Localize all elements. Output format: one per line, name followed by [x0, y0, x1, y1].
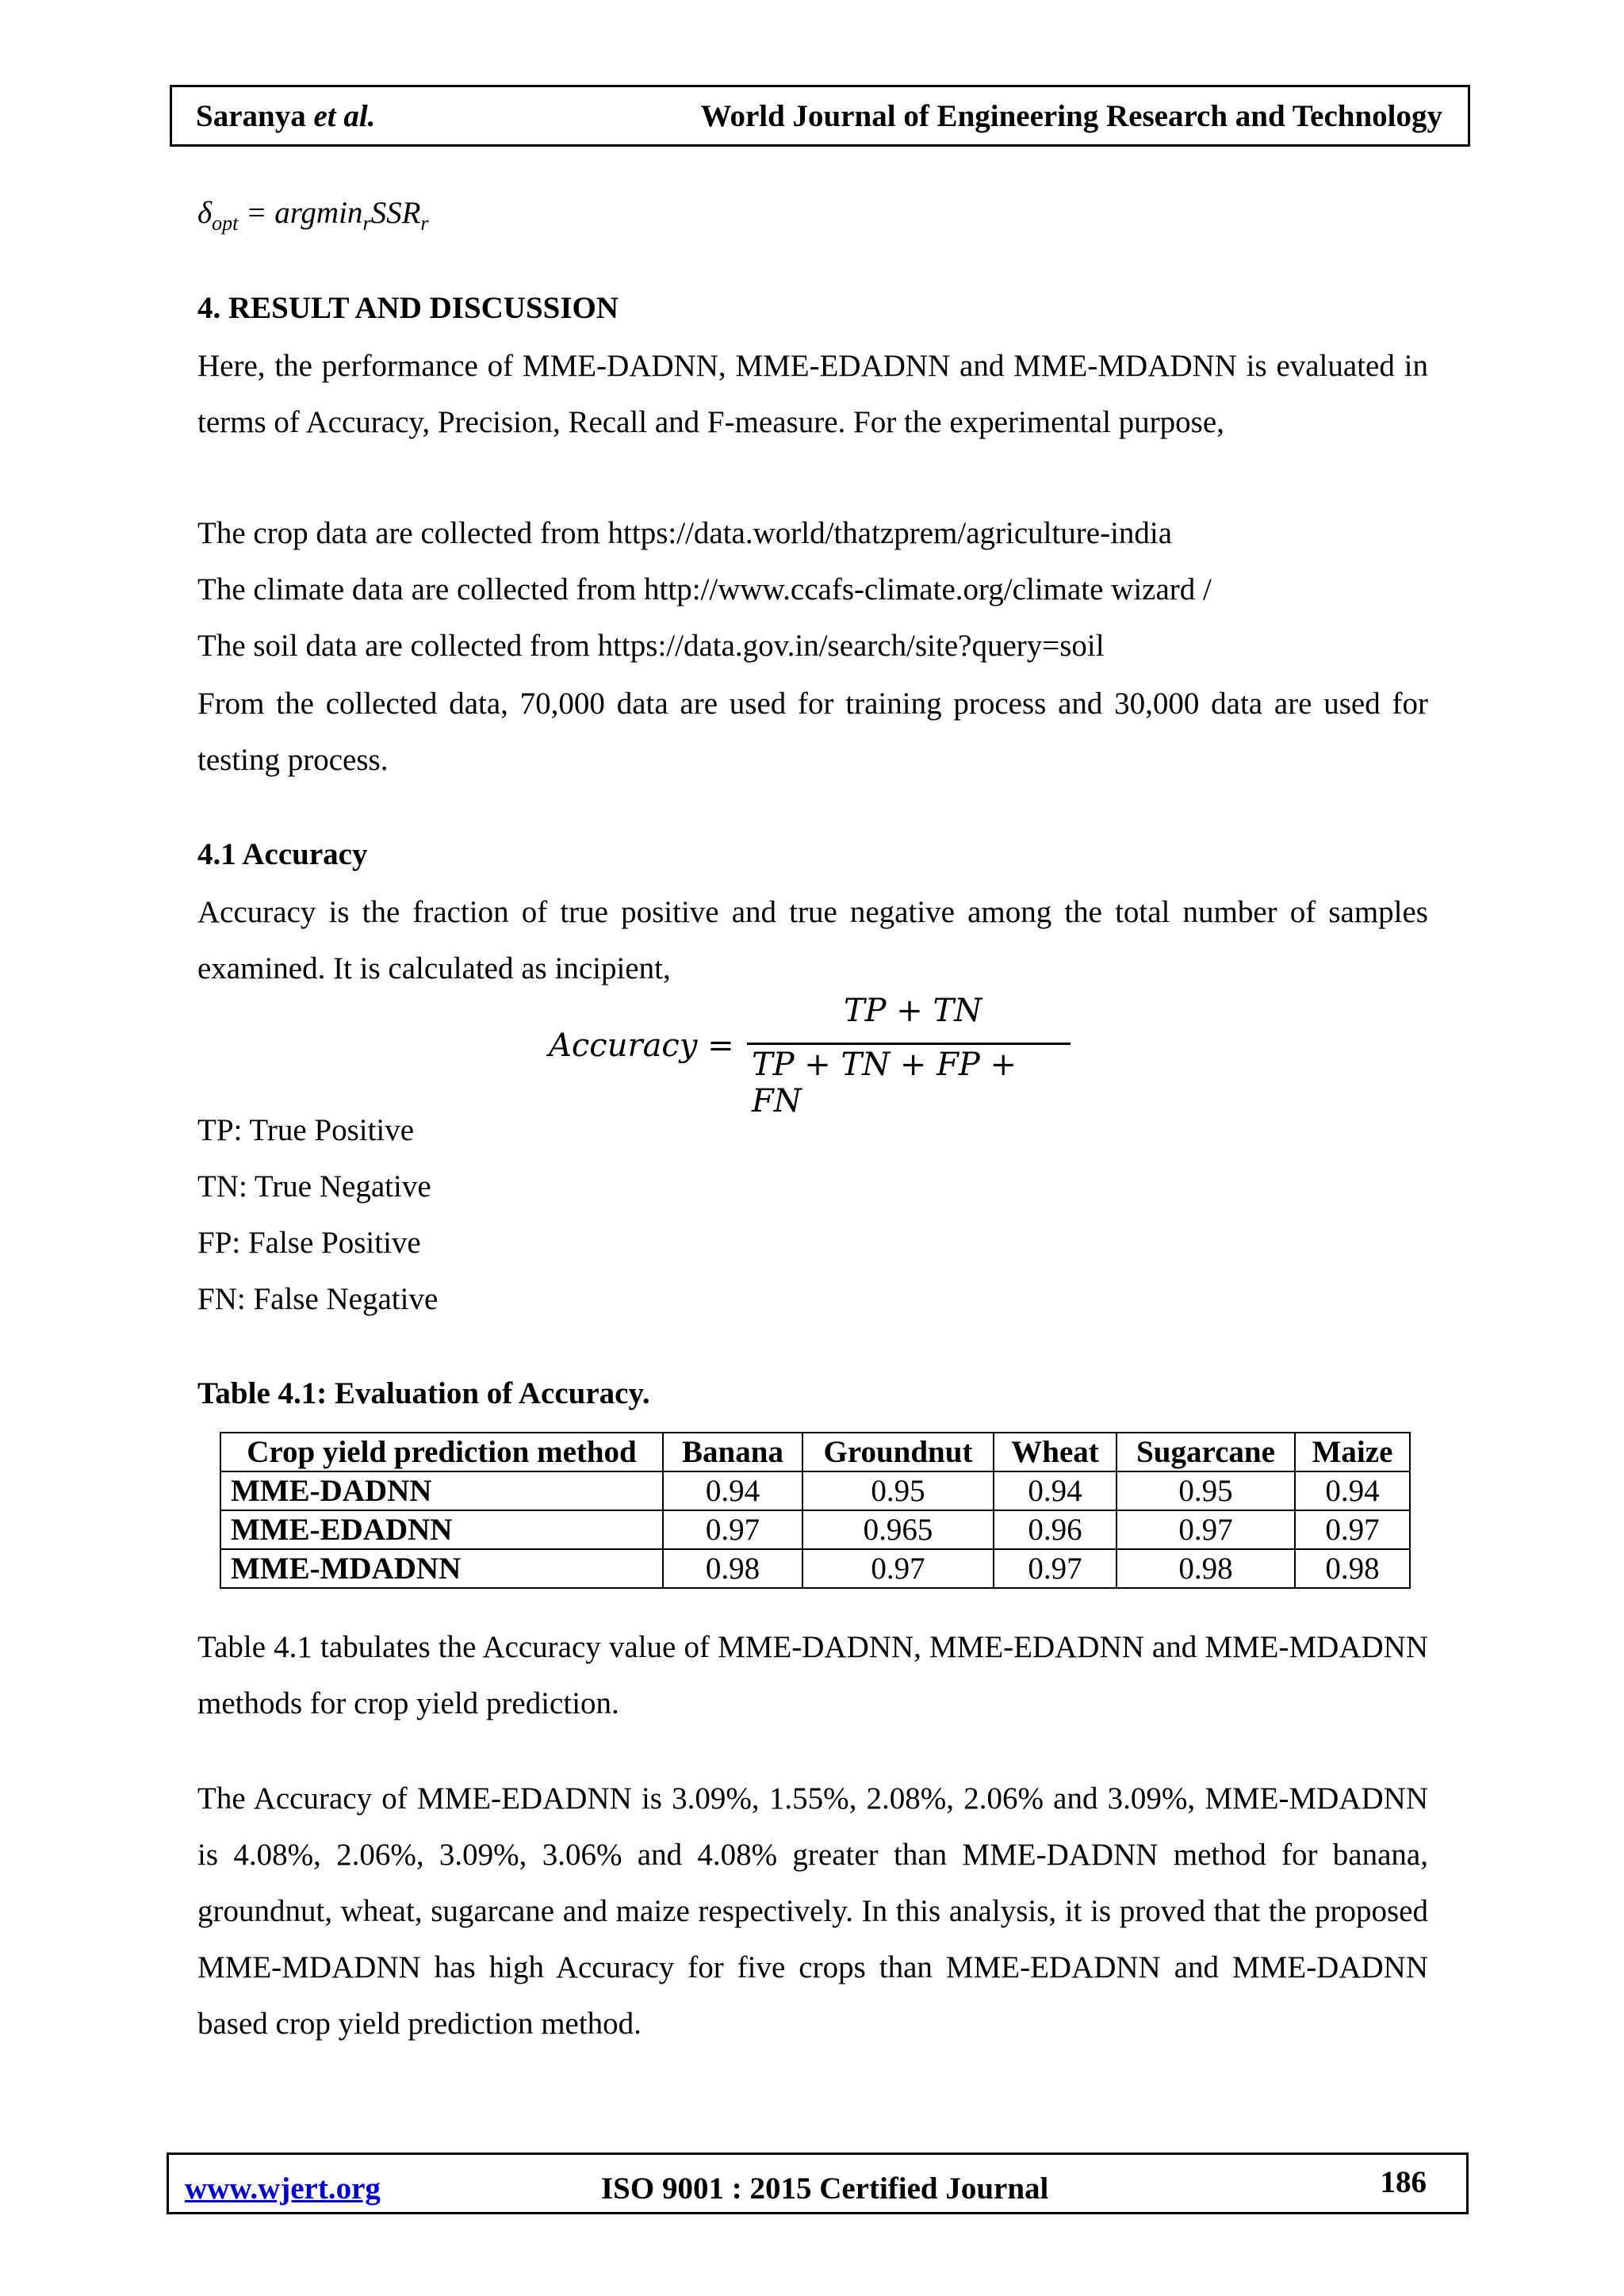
accuracy-table [220, 1432, 1411, 1589]
method-cell: MME-DADNN [220, 1471, 663, 1510]
formula-lhs: Accuracy = [549, 1027, 734, 1064]
value-cell: 0.94 [1295, 1471, 1410, 1510]
soil-data-source: The soil data are collected from https://data.gov.in/search/site?query=soil [197, 629, 1105, 663]
running-header [170, 85, 1470, 147]
value-cell: 0.97 [1295, 1510, 1410, 1549]
section-heading-results: 4. RESULT AND DISCUSSION [197, 291, 619, 325]
value-cell: 0.97 [663, 1510, 802, 1549]
header-journal: World Journal of Engineering Research and Technology [700, 98, 1442, 133]
header-authors: Saranya et al. [196, 98, 376, 133]
table-caption: Table 4.1: Evaluation of Accuracy. [197, 1376, 650, 1410]
data-split-paragraph: From the collected data, 70,000 data are used for training process and 30,000 data are used for testing process. [197, 687, 1428, 777]
column-header: Sugarcane [1116, 1433, 1295, 1471]
running-footer [167, 2152, 1469, 2214]
accuracy-definition-paragraph: Accuracy is the fraction of true positive and true negative among the total number of samples examined. It is calculated as incipient, [197, 895, 1428, 985]
value-cell: 0.95 [802, 1471, 994, 1510]
value-cell: 0.96 [994, 1510, 1116, 1549]
value-cell: 0.97 [1116, 1510, 1295, 1549]
value-cell: 0.97 [994, 1549, 1116, 1588]
table-row [220, 1549, 1410, 1588]
table-row [220, 1471, 1410, 1510]
column-header: Maize [1295, 1433, 1410, 1471]
term-definition: FP: False Positive [197, 1226, 421, 1260]
formula-denominator: TP + TN + FP + FN [752, 1047, 1017, 1119]
accuracy-discussion-paragraph: The Accuracy of MME-EDADNN is 3.09%, 1.55%, 2.08%, 2.06% and 3.09%, MME-MDADNN is 4.08%, 2.06%, 3.09%, 3.06% and 4.08% greater than MME-DADNN method for banana, groundnut, wheat, sugarcane and maize respectively. In this analysis, it is proved that the proposed MME-MDADNN has high Accuracy for five crops than MME-EDADNN and MME-DADNN based crop yield prediction method. [197, 1781, 1428, 2041]
page-number: 186 [1380, 2165, 1427, 2199]
table-description-paragraph: Table 4.1 tabulates the Accuracy value of MME-DADNN, MME-EDADNN and MME-MDADNN methods for crop yield prediction. [197, 1630, 1428, 1720]
accuracy-formula [549, 993, 1072, 1119]
section-heading-accuracy: 4.1 Accuracy [197, 837, 368, 871]
climate-data-source: The climate data are collected from http://www.ccafs-climate.org/climate wizard / [197, 572, 1212, 607]
term-definition: TP: True Positive [197, 1113, 415, 1147]
value-cell: 0.95 [1116, 1471, 1295, 1510]
results-intro-paragraph: Here, the performance of MME-DADNN, MME-EDADNN and MME-MDADNN is evaluated in terms of Accuracy, Precision, Recall and F-measure. For the experimental purpose, [197, 349, 1428, 439]
method-cell: MME-MDADNN [220, 1549, 663, 1588]
method-cell: MME-EDADNN [220, 1510, 663, 1549]
optimal-delta-formula: $\delta_{opt} = argmin_rSSR_r$ [197, 196, 429, 235]
fraction-bar [747, 1043, 1071, 1045]
journal-website-link[interactable]: www.wjert.org [185, 2172, 381, 2206]
formula-numerator: TP + TN [844, 993, 982, 1029]
value-cell: 0.94 [994, 1471, 1116, 1510]
value-cell: 0.98 [663, 1549, 802, 1588]
table-header-row [220, 1433, 1410, 1471]
value-cell: 0.97 [802, 1549, 994, 1588]
value-cell: 0.98 [1295, 1549, 1410, 1588]
table-row [220, 1510, 1410, 1549]
value-cell: 0.98 [1116, 1549, 1295, 1588]
term-definition: FN: False Negative [197, 1282, 439, 1316]
certification-label: ISO 9001 : 2015 Certified Journal [601, 2172, 1049, 2206]
column-header: Groundnut [802, 1433, 994, 1471]
value-cell: 0.94 [663, 1471, 802, 1510]
column-header: Wheat [994, 1433, 1116, 1471]
value-cell: 0.965 [802, 1510, 994, 1549]
term-definition: TN: True Negative [197, 1169, 431, 1203]
column-header: Crop yield prediction method [220, 1433, 663, 1471]
crop-data-source: The crop data are collected from https://data.world/thatzprem/agriculture-india [197, 516, 1173, 550]
column-header: Banana [663, 1433, 802, 1471]
